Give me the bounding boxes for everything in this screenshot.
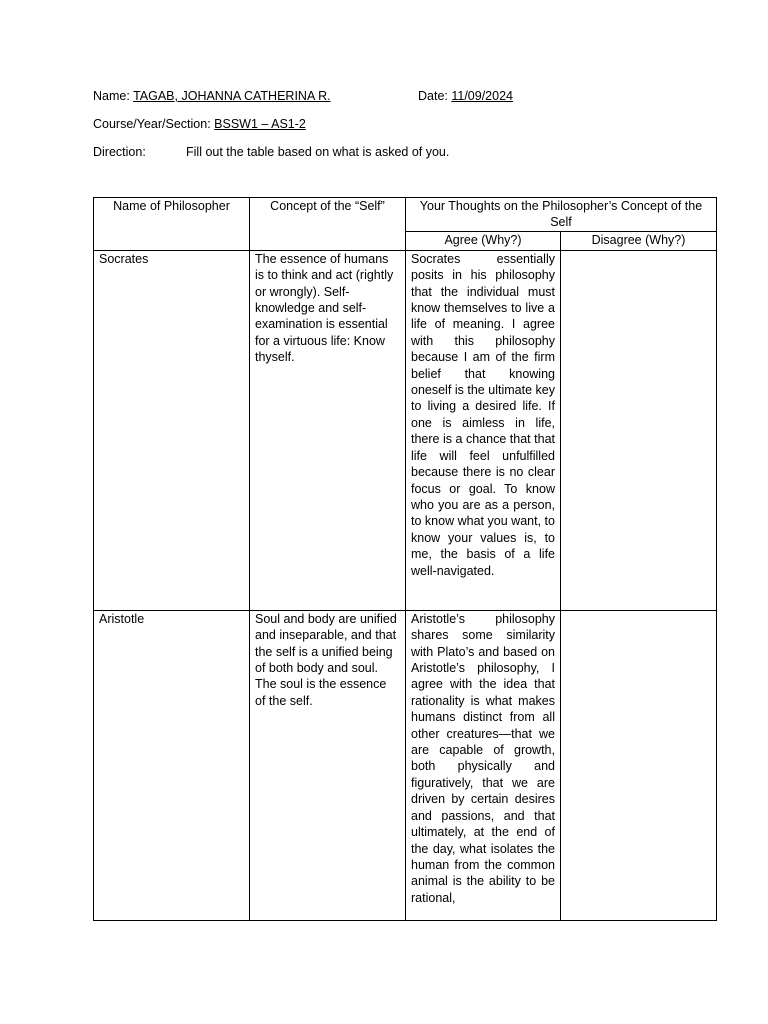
- table-row: [94, 610, 717, 920]
- cell-concept: The essence of humans is to think and act (rightly or wrongly). Self-knowledge and self-examination is essential for a virtuous life: Know thyself.: [250, 250, 406, 610]
- cell-disagree: [561, 610, 717, 920]
- direction-text: Fill out the table based on what is asked of you.: [186, 145, 450, 159]
- name-value: TAGAB, JOHANNA CATHERINA R.: [133, 89, 331, 103]
- name-label: Name:: [93, 89, 134, 103]
- course-value: BSSW1 – AS1-2: [214, 117, 306, 131]
- cell-philosopher: Socrates: [94, 250, 250, 610]
- cell-disagree: [561, 250, 717, 610]
- philosopher-table: [93, 197, 717, 921]
- cell-agree-wrapper: [406, 610, 561, 920]
- date-label: Date:: [418, 89, 452, 103]
- header-thoughts: Your Thoughts on the Philosopher’s Concept of the Self: [406, 198, 717, 232]
- date-value: 11/09/2024: [451, 89, 513, 103]
- cell-agree: Aristotle’s philosophy shares some similarity with Plato’s and based on Aristotle’s philosophy, I agree with the idea that rationality is what makes humans distinct from all other creatures—that we are capable of growth, both physically and figuratively, that we are driven by certain desires and passions, and that ultimately, at the end of the day, what isolates the human from the common animal is the ability to be rational,: [411, 611, 555, 905]
- header-philosopher: Name of Philosopher: [94, 198, 250, 251]
- table-header-row: [94, 198, 717, 232]
- course-label: Course/Year/Section:: [93, 117, 215, 131]
- header-concept: Concept of the “Self”: [250, 198, 406, 251]
- cell-concept: Soul and body are unified and inseparable, and that the self is a unified being of both body and soul. The soul is the essence of the self.: [250, 610, 406, 920]
- direction-label: Direction:: [93, 145, 146, 159]
- cell-agree: Socrates essentially posits in his philosophy that the individual must know themselves to live a life of meaning. I agree with this philosophy because I am of the firm belief that knowing oneself is the ultimate key to living a desired life. If one is aimless in life, there is a chance that that life will feel unfulfilled because there is no clear focus or goal. To know who you are as a person, to know what you want, to know your values is, to me, the basis of a life well-navigated.: [406, 250, 561, 610]
- course-line: [93, 116, 306, 132]
- header-agree: Agree (Why?): [406, 231, 561, 250]
- table-row: [94, 250, 717, 610]
- date-line: [418, 88, 513, 104]
- name-line: [93, 88, 331, 104]
- cell-philosopher: Aristotle: [94, 610, 250, 920]
- header-disagree: Disagree (Why?): [561, 231, 717, 250]
